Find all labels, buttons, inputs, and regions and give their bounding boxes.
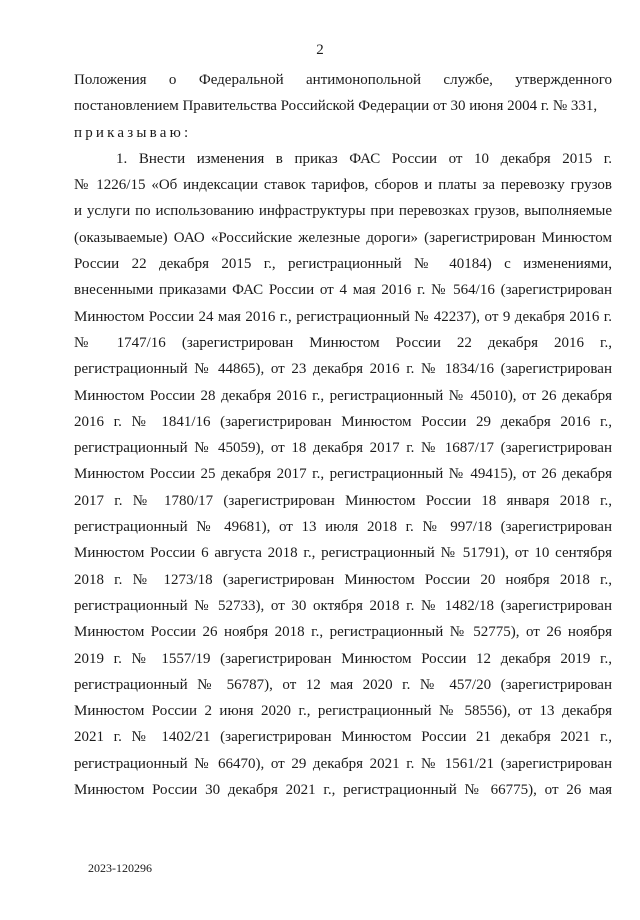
text-line: 2019 г. № 1557/19 (зарегистрирован Минюстом России 12 декабря 2019 г., xyxy=(74,650,612,667)
text-line: Минюстом России 25 декабря 2017 г., регистрационный № 49415), от 26 декабря xyxy=(74,466,612,483)
text-line: Минюстом России 2 июня 2020 г., регистрационный № 58556), от 13 декабря xyxy=(74,703,612,720)
text-line: Минюстом России 30 декабря 2021 г., регистрационный № 66775), от 26 мая xyxy=(74,782,612,799)
document-body xyxy=(74,67,612,803)
text-line: № 1747/16 (зарегистрирован Минюстом России 22 декабря 2016 г., xyxy=(74,334,612,351)
text-line: Минюстом России 26 ноября 2018 г., регистрационный № 52775), от 26 ноября xyxy=(74,624,612,641)
text-line: Положения о Федеральной антимонопольной службе, утвержденного xyxy=(74,72,612,88)
text-line: 2017 г. № 1780/17 (зарегистрирован Минюстом России 18 января 2018 г., xyxy=(74,492,612,509)
text-line: 2018 г. № 1273/18 (зарегистрирован Минюстом России 20 ноября 2018 г., xyxy=(74,571,612,588)
text-line: и услуги по использованию инфраструктуры при перевозках грузов, выполняемые xyxy=(74,203,612,220)
text-line: постановлением Правительства Российской Федерации от 30 июня 2004 г. № 331, xyxy=(74,98,598,115)
text-line: 2016 г. № 1841/16 (зарегистрирован Минюстом России 29 декабря 2016 г., xyxy=(74,413,612,430)
text-line: Минюстом России 28 декабря 2016 г., регистрационный № 45010), от 26 декабря xyxy=(74,387,612,404)
text-line-order-word: приказываю: xyxy=(74,124,192,141)
text-line-paragraph-start: 1. Внести изменения в приказ ФАС России от 10 декабря 2015 г. xyxy=(116,150,612,167)
text-line: 2021 г. № 1402/21 (зарегистрирован Минюстом России 21 декабря 2021 г., xyxy=(74,729,612,746)
text-line: внесенными приказами ФАС России от 4 мая 2016 г. № 564/16 (зарегистрирован xyxy=(74,282,612,299)
text-line: Минюстом России 6 августа 2018 г., регистрационный № 51791), от 10 сентября xyxy=(74,545,612,562)
text-line: регистрационный № 44865), от 23 декабря 2016 г. № 1834/16 (зарегистрирован xyxy=(74,361,612,378)
text-line: регистрационный № 45059), от 18 декабря 2017 г. № 1687/17 (зарегистрирован xyxy=(74,440,612,457)
text-line: № 1226/15 «Об индексации ставок тарифов, сборов и платы за перевозку грузов xyxy=(74,177,612,194)
text-line: (оказываемые) ОАО «Российские железные дороги» (зарегистрирован Минюстом xyxy=(74,229,612,246)
text-line: России 22 декабря 2015 г., регистрационный № 40184) с изменениями, xyxy=(74,256,612,273)
text-line: регистрационный № 52733), от 30 октября 2018 г. № 1482/18 (зарегистрирован xyxy=(74,597,612,614)
page-number: 2 xyxy=(316,42,324,58)
text-line: регистрационный № 56787), от 12 мая 2020 г. № 457/20 (зарегистрирован xyxy=(74,676,612,693)
text-line: регистрационный № 66470), от 29 декабря 2021 г. № 1561/21 (зарегистрирован xyxy=(74,755,612,772)
text-line: регистрационный № 49681), от 13 июля 2018 г. № 997/18 (зарегистрирован xyxy=(74,519,612,536)
text-line: Минюстом России 24 мая 2016 г., регистрационный № 42237), от 9 декабря 2016 г. xyxy=(74,308,612,325)
document-code: 2023-120296 xyxy=(88,861,152,875)
